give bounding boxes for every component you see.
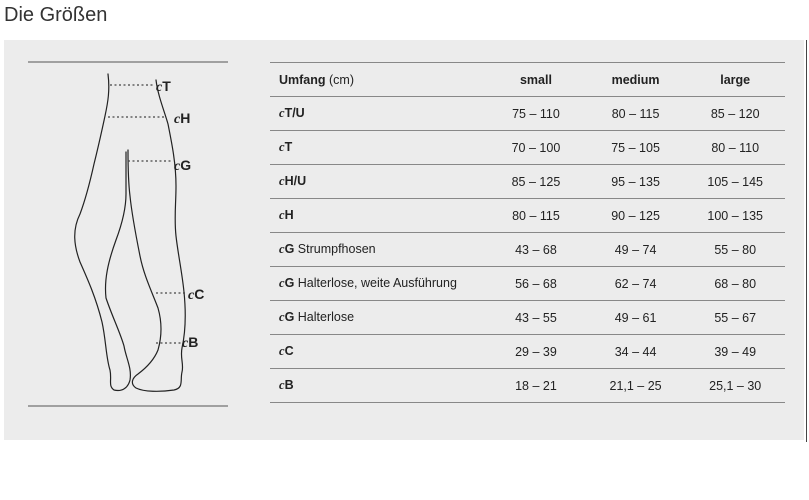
table-row	[270, 301, 785, 335]
table-row	[270, 97, 785, 131]
cell-small: 56 – 68	[486, 267, 586, 301]
table-header-row	[270, 63, 785, 97]
cell-large: 25,1 – 30	[685, 369, 785, 403]
row-label: cT/U	[270, 97, 486, 131]
label-cb: cB	[182, 334, 199, 351]
cell-small: 80 – 115	[486, 199, 586, 233]
row-label: cG Halterlose, weite Ausführung	[270, 267, 486, 301]
cell-large: 100 – 135	[685, 199, 785, 233]
row-label: cC	[270, 335, 486, 369]
cell-large: 39 – 49	[685, 335, 785, 369]
cell-large: 85 – 120	[685, 97, 785, 131]
cell-medium: 49 – 61	[586, 301, 686, 335]
row-label: cB	[270, 369, 486, 403]
header-medium: medium	[586, 63, 686, 97]
cell-medium: 49 – 74	[586, 233, 686, 267]
cell-large: 55 – 80	[685, 233, 785, 267]
cell-large: 55 – 67	[685, 301, 785, 335]
cell-large: 105 – 145	[685, 165, 785, 199]
cell-small: 29 – 39	[486, 335, 586, 369]
cell-small: 85 – 125	[486, 165, 586, 199]
page-edge-line	[806, 40, 807, 442]
cell-small: 18 – 21	[486, 369, 586, 403]
cell-medium: 90 – 125	[586, 199, 686, 233]
cell-large: 68 – 80	[685, 267, 785, 301]
table-row	[270, 199, 785, 233]
row-label: cG Strumpfhosen	[270, 233, 486, 267]
row-label: cG Halterlose	[270, 301, 486, 335]
table-row	[270, 267, 785, 301]
cell-medium: 21,1 – 25	[586, 369, 686, 403]
cell-small: 43 – 55	[486, 301, 586, 335]
leg-figure	[4, 40, 266, 440]
table-row	[270, 335, 785, 369]
label-cg: cG	[174, 157, 192, 174]
header-small: small	[486, 63, 586, 97]
leg-outline	[75, 74, 186, 391]
size-table	[270, 62, 785, 403]
cell-small: 70 – 100	[486, 131, 586, 165]
table-row	[270, 369, 785, 403]
cell-small: 75 – 110	[486, 97, 586, 131]
row-label: cH	[270, 199, 486, 233]
size-chart-panel	[4, 40, 804, 440]
row-label: cT	[270, 131, 486, 165]
row-label: cH/U	[270, 165, 486, 199]
cell-medium: 75 – 105	[586, 131, 686, 165]
table-row	[270, 233, 785, 267]
cell-medium: 34 – 44	[586, 335, 686, 369]
leg-outline-illustration	[4, 40, 266, 440]
cell-large: 80 – 110	[685, 131, 785, 165]
table-row	[270, 131, 785, 165]
cell-medium: 95 – 135	[586, 165, 686, 199]
cell-medium: 80 – 115	[586, 97, 686, 131]
header-large: large	[685, 63, 785, 97]
cell-small: 43 – 68	[486, 233, 586, 267]
header-umfang: Umfang (cm)	[270, 63, 486, 97]
label-cc: cC	[188, 286, 205, 303]
page-title: Die Größen	[4, 4, 108, 26]
measurement-labels	[156, 78, 204, 351]
cell-medium: 62 – 74	[586, 267, 686, 301]
label-ch: cH	[174, 110, 191, 127]
table-row	[270, 165, 785, 199]
label-ct: cT	[156, 78, 171, 95]
